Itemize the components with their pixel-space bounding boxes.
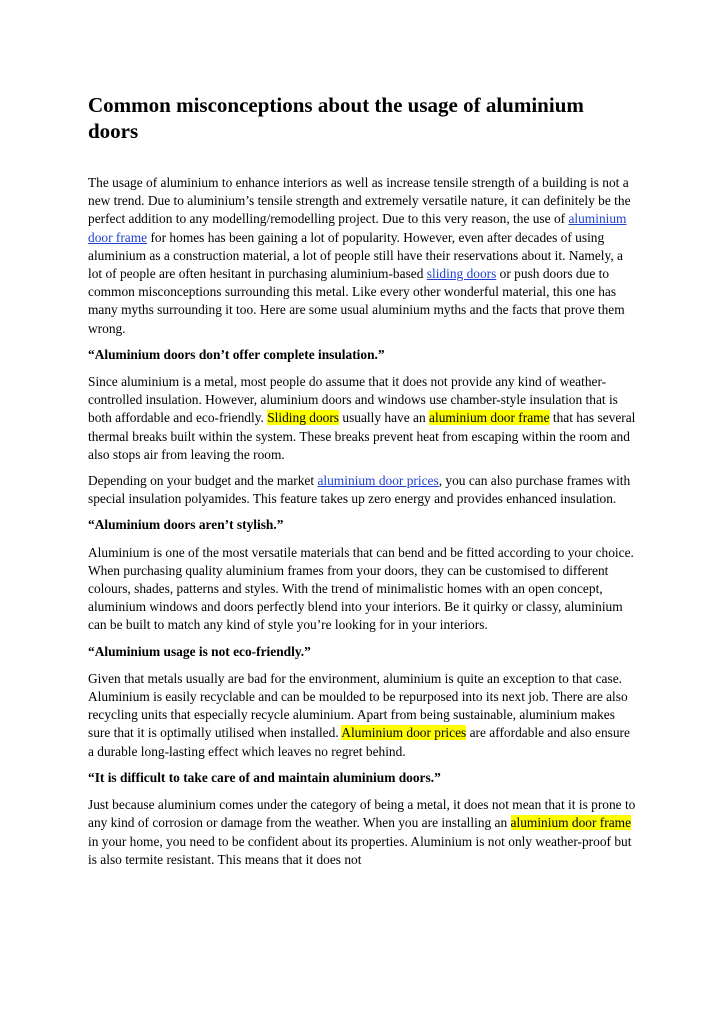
myth-2-heading: “Aluminium doors aren’t stylish.” xyxy=(88,517,284,533)
intro-paragraph xyxy=(88,174,636,338)
highlight-aluminium-door-frame-2: aluminium door frame xyxy=(510,815,632,831)
myth-4-paragraph xyxy=(88,796,636,869)
myth-3-text-1: Given that metals usually are bad for the environment, aluminium is quite an exception to that case. Aluminium is easily recyclable and can be moulded to be repurposed into its next job. There are also recycling units that especially recycle aluminium. Apart from being sustainable, aluminium makes sure that it is optimally utilised when installed. xyxy=(88,670,628,741)
highlight-aluminium-door-frame: aluminium door frame xyxy=(429,410,550,426)
aluminium-door-prices-link[interactable]: aluminium door prices xyxy=(317,473,439,489)
myth-4-text-2: in your home, you need to be confident about its properties. Aluminium is not only weather-proof but is also termite resistant. This means that it does not xyxy=(88,833,632,867)
myth-2-paragraph: Aluminium is one of the most versatile materials that can bend and be fitted according to your choice. When purchasing quality aluminium frames from your doors, they can be customised to different colours, shades, patterns and styles. With the trend of minimalistic homes with an open concept, aluminium windows and doors perfectly blend into your interiors. Be it quirky or classy, aluminium can be built to match any kind of style you’re looking for in your interiors. xyxy=(88,544,634,633)
myth-1-text-2: usually have an xyxy=(339,410,430,426)
myth-1-p2-text-1: Depending on your budget and the market xyxy=(88,473,318,489)
myth-4-text-1: Just because aluminium comes under the category of being a metal, it does not mean that it is prone to any kind of corrosion or damage from the weather. When you are installing an xyxy=(88,797,636,831)
aluminium-door-frame-link[interactable]: aluminium door frame xyxy=(88,211,627,245)
myth-3-heading: “Aluminium usage is not eco-friendly.” xyxy=(88,643,311,659)
document-page xyxy=(88,92,636,877)
myth-1-paragraph-2 xyxy=(88,472,636,508)
intro-text-2: for homes has been gaining a lot of popularity. However, even after decades of using aluminium as a construction material, a lot of people still have their reservations about it. Namely, a lot of people are often hesitant in purchasing aluminium-based xyxy=(88,229,623,282)
myth-1-text-1: Since aluminium is a metal, most people do assume that it does not provide any kind of weather-controlled insulation. However, aluminium doors and windows use chamber-style insulation that is both affordable and eco-friendly. xyxy=(88,374,618,426)
myth-3-paragraph xyxy=(88,670,636,761)
myth-1-paragraph-1 xyxy=(88,373,636,464)
myth-1-heading: “Aluminium doors don’t offer complete insulation.” xyxy=(88,346,385,362)
intro-text-1: The usage of aluminium to enhance interiors as well as increase tensile strength of a building is not a new trend. Due to aluminium’s tensile strength and extremely versatile nature, it can definitely be the perfect addition to any modelling/remodelling project. Due to this very reason, the use of xyxy=(88,175,631,227)
myth-3-text-2: are affordable and also ensure a durable long-lasting effect which leaves no regret behind. xyxy=(88,725,630,759)
myth-4-heading: “It is difficult to take care of and maintain aluminium doors.” xyxy=(88,769,441,785)
sliding-doors-link[interactable]: sliding doors xyxy=(426,266,497,282)
highlight-aluminium-door-prices: Aluminium door prices xyxy=(341,725,467,741)
article-title: Common misconceptions about the usage of aluminium doors xyxy=(88,93,584,143)
highlight-sliding-doors: Sliding doors xyxy=(267,410,340,426)
myth-1-text-3: that has several thermal breaks built within the system. These breaks prevent heat from escaping within the room and also stops air from leaving the room. xyxy=(88,410,636,462)
myth-1-p2-text-2: , you can also purchase frames with special insulation polyamides. This feature takes up zero energy and provides enhanced insulation. xyxy=(88,473,631,507)
intro-text-3: or push doors due to common misconceptions surrounding this metal. Like every other wonderful material, this one has many myths surrounding it too. Here are some usual aluminium myths and the facts that prove them wrong. xyxy=(88,266,625,336)
